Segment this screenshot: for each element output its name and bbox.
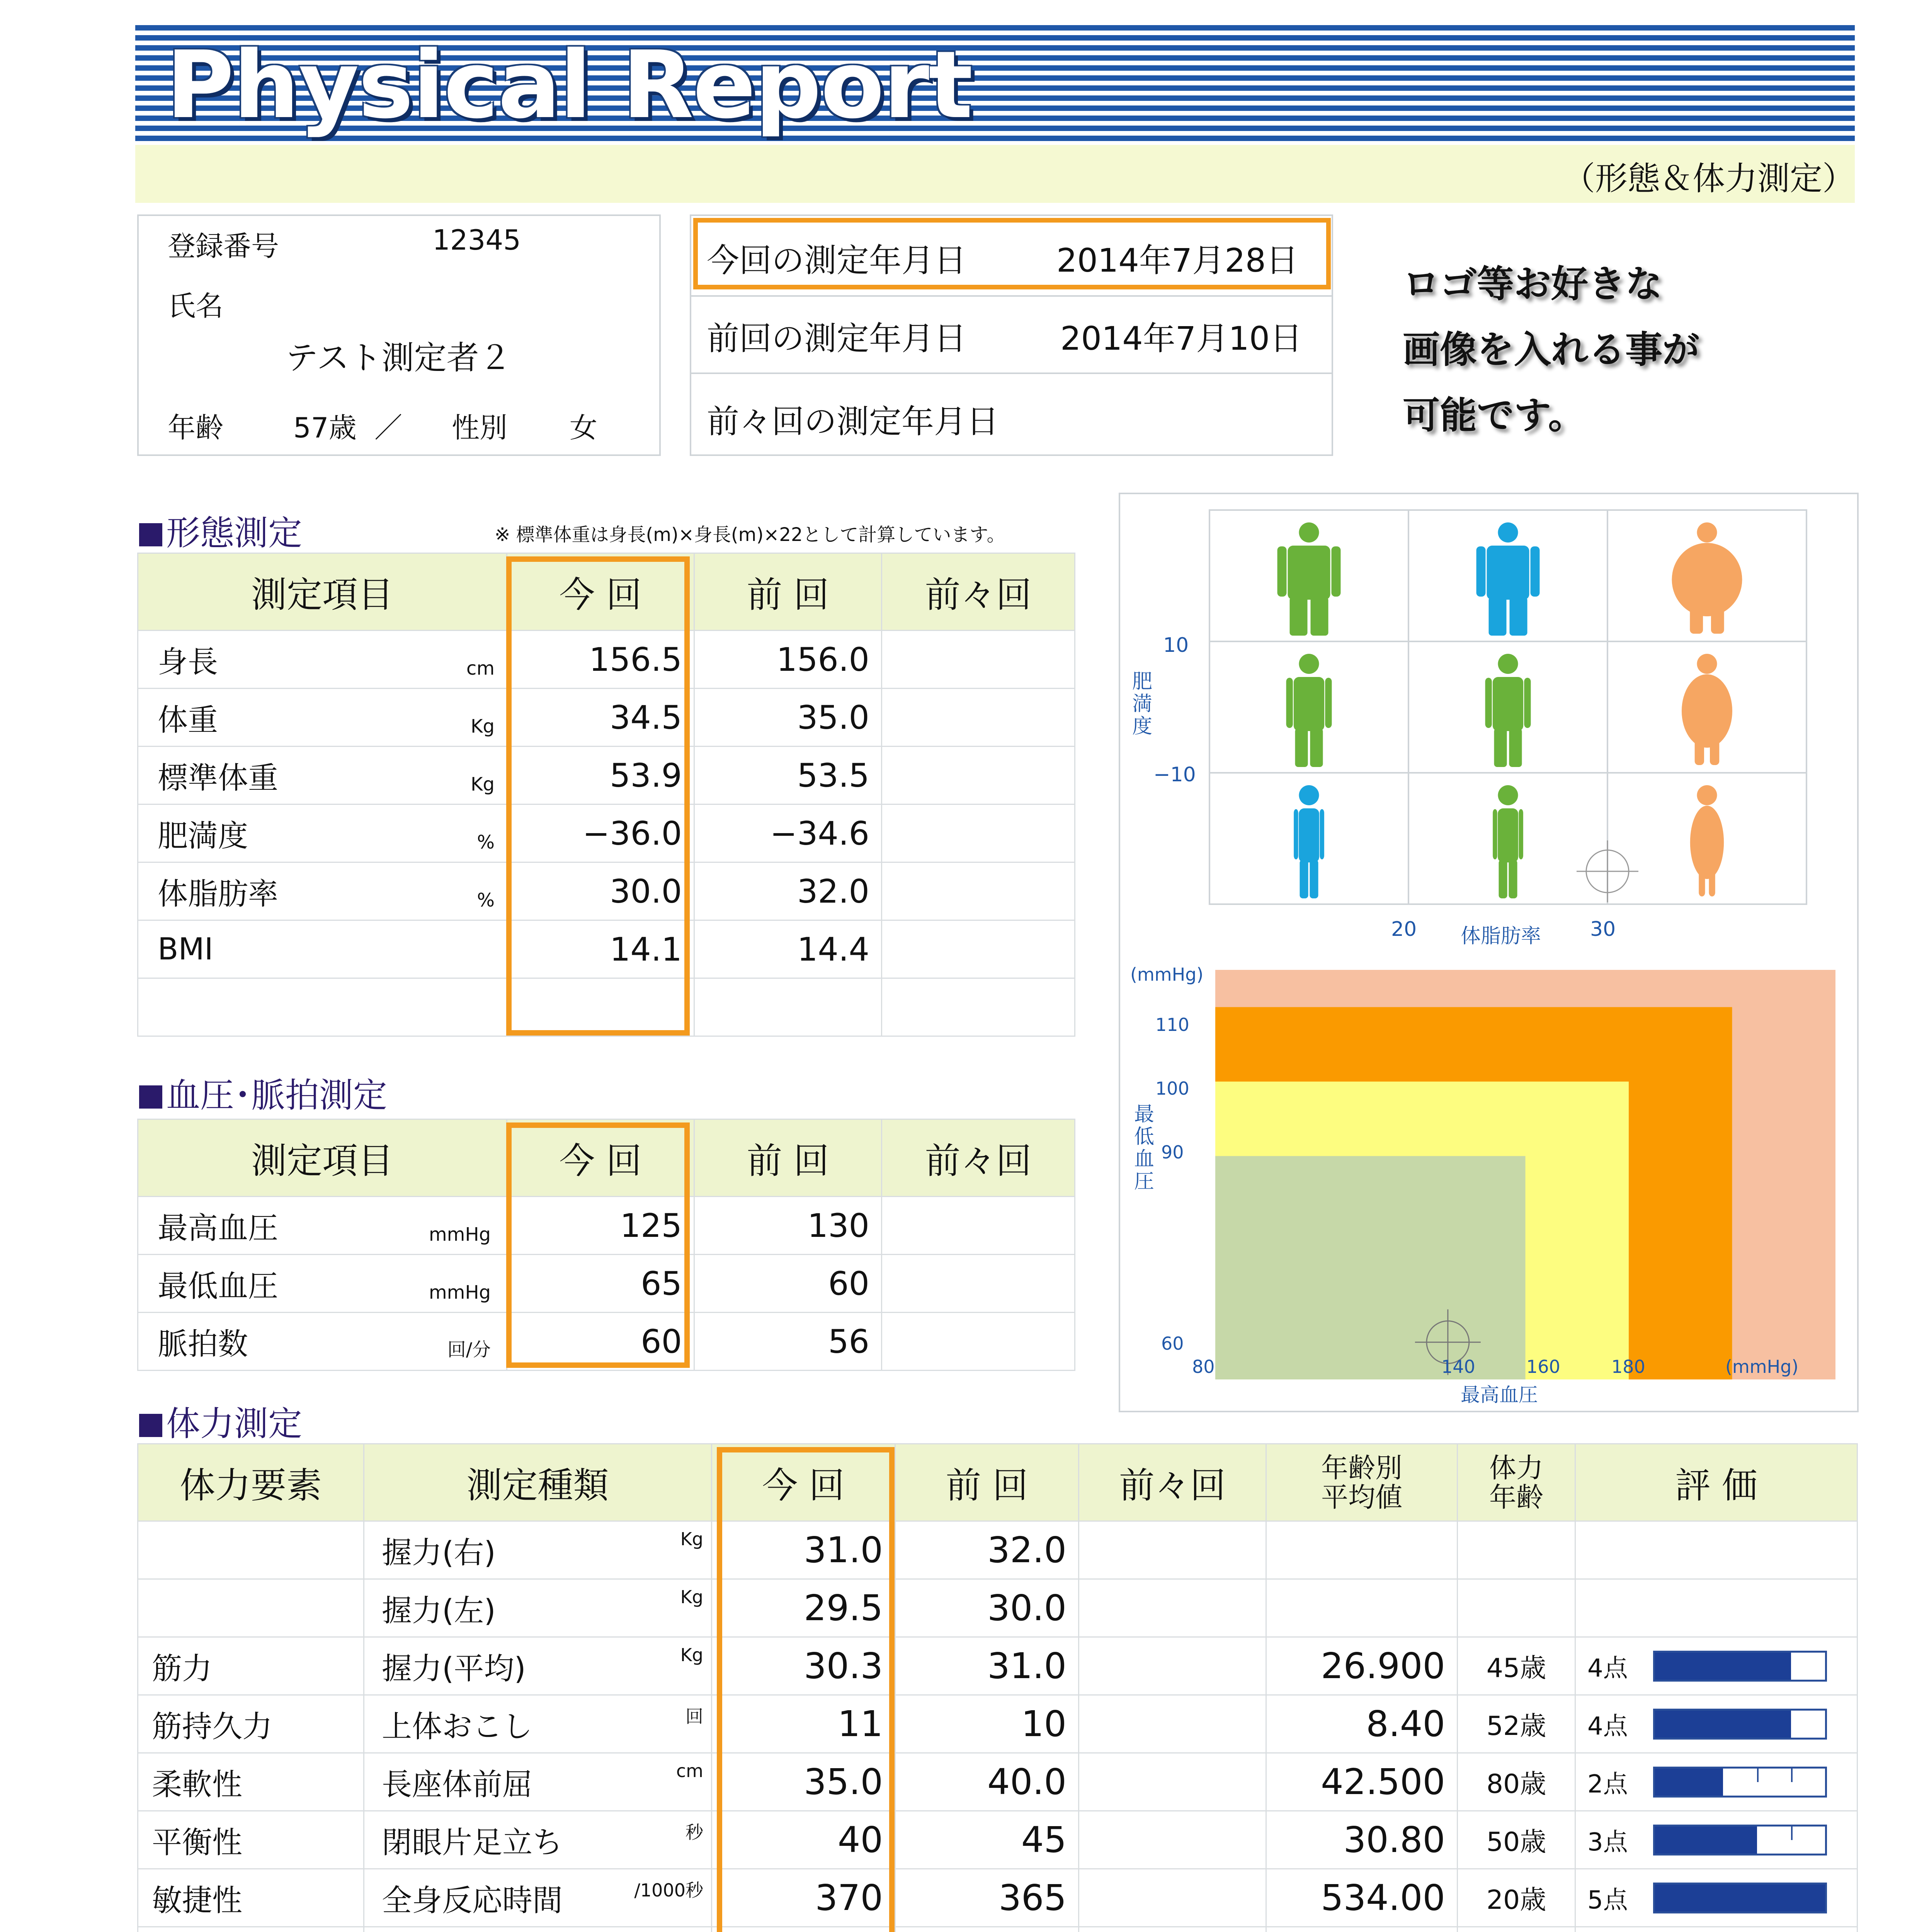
figure-body xyxy=(1299,808,1319,862)
figure-arm xyxy=(1325,678,1332,728)
row-unit: Kg xyxy=(471,716,495,737)
row-test xyxy=(364,1811,712,1869)
body-type-grid xyxy=(1209,510,1806,904)
row-score xyxy=(1575,1811,1857,1869)
row-current: 30.3 xyxy=(712,1637,895,1695)
row-fitness-age xyxy=(1458,1927,1575,1932)
logo-line: ロゴ等お好きな xyxy=(1403,262,1662,306)
dates-box xyxy=(690,214,1333,456)
body-ytick-top: 10 xyxy=(1163,634,1189,657)
current-column-highlight xyxy=(506,1122,690,1368)
row-unit: 回 xyxy=(685,1706,703,1727)
score-bar xyxy=(1653,1651,1827,1682)
row-prev2 xyxy=(882,920,1075,978)
divider xyxy=(691,372,1332,374)
row-prev: 10 xyxy=(895,1695,1079,1753)
figure-leg xyxy=(1699,862,1705,896)
figure-leg xyxy=(1695,730,1704,765)
bp-ytick: 60 xyxy=(1161,1333,1184,1354)
col-header-current: 今 回 xyxy=(507,1119,694,1197)
bp-xtick: 140 xyxy=(1441,1356,1475,1377)
row-prev2 xyxy=(1079,1579,1266,1637)
figure-body xyxy=(1498,808,1518,862)
figure-leg xyxy=(1310,728,1323,767)
divider xyxy=(691,295,1332,297)
col-header-avg-line: 年齢別 xyxy=(1321,1452,1402,1484)
row-current: 40 xyxy=(712,1811,895,1869)
personal-info-box xyxy=(137,214,661,456)
row-label xyxy=(138,689,507,747)
report-subtitle: （形態＆体力測定） xyxy=(1562,160,1855,197)
body-xtick-left: 20 xyxy=(1391,918,1417,941)
row-fitness-age xyxy=(1458,1579,1575,1637)
row-prev: 31.0 xyxy=(895,1637,1079,1695)
figure-leg xyxy=(1311,597,1328,636)
figure-body xyxy=(1487,546,1529,600)
table-row xyxy=(138,1927,1857,1932)
row-unit: % xyxy=(477,832,495,853)
row-unit: cm xyxy=(676,1760,703,1781)
row-label-text: 最低血圧 xyxy=(158,1269,279,1304)
row-test xyxy=(364,1521,712,1579)
row-current: 65 xyxy=(507,1255,694,1313)
row-prev: 40.0 xyxy=(895,1753,1079,1811)
figure-body xyxy=(1682,674,1732,748)
row-fitness-age: 20歳 xyxy=(1458,1869,1575,1927)
fitness-table xyxy=(137,1443,1858,1932)
bp-xtick: 160 xyxy=(1526,1356,1560,1377)
figure-leg xyxy=(1489,597,1507,636)
row-prev: 156.0 xyxy=(694,631,882,689)
row-label-text: 体脂肪率 xyxy=(158,876,279,912)
row-test-text: 長座体前屈 xyxy=(382,1767,533,1802)
slash: ／ xyxy=(374,412,403,444)
row-label-text: 肥満度 xyxy=(158,818,248,854)
col-header-current: 今 回 xyxy=(507,553,694,631)
col-header-item: 測定項目 xyxy=(138,553,507,631)
row-label xyxy=(138,747,507,804)
bp-zones xyxy=(1215,970,1835,1379)
figure-leg xyxy=(1510,597,1527,636)
score-bar-tick xyxy=(1791,1827,1793,1840)
score-bar-tick xyxy=(1791,1769,1793,1782)
row-current: −36.0 xyxy=(507,804,694,862)
row-current: 30.0 xyxy=(507,862,694,920)
col-header-score: 評 価 xyxy=(1575,1444,1857,1521)
row-prev2 xyxy=(882,1197,1075,1255)
row-prev: 32.0 xyxy=(895,1521,1079,1579)
col-header-prev2: 前々回 xyxy=(1079,1444,1266,1521)
row-unit: Kg xyxy=(471,774,495,795)
figure-leg xyxy=(1290,597,1308,636)
score-text: 4点 xyxy=(1587,1654,1628,1683)
row-label-text: 身長 xyxy=(158,645,218,680)
row-avg xyxy=(1266,1927,1458,1932)
row-element: 筋持久力 xyxy=(138,1695,364,1753)
row-prev: 30.0 xyxy=(895,1579,1079,1637)
row-prev2 xyxy=(882,1255,1075,1313)
col-header-prev2: 前々回 xyxy=(882,1119,1075,1197)
figure-arm xyxy=(1277,546,1287,597)
row-label xyxy=(138,1255,507,1313)
row-element xyxy=(138,1521,364,1579)
row-element: 筋力 xyxy=(138,1637,364,1695)
row-unit: 回/分 xyxy=(447,1339,491,1361)
row-label xyxy=(138,1197,507,1255)
row-fitness-age: 50歳 xyxy=(1458,1811,1575,1869)
fitness-section-label: 体力測定 xyxy=(166,1404,303,1444)
figure-body xyxy=(1288,546,1330,600)
row-current: 60 xyxy=(507,1313,694,1371)
figure-leg xyxy=(1509,860,1517,898)
row-prev: 53.5 xyxy=(694,747,882,804)
row-test xyxy=(364,1637,712,1695)
figure-leg xyxy=(1509,728,1522,767)
figure-head xyxy=(1299,654,1319,674)
section-marker xyxy=(139,1414,162,1437)
row-prev2 xyxy=(1079,1695,1266,1753)
row-test-text: 閉眼片足立ち xyxy=(382,1825,563,1860)
row-prev: 45 xyxy=(895,1811,1079,1869)
row-current: 31.0 xyxy=(712,1521,895,1579)
row-prev2 xyxy=(882,689,1075,747)
row-unit: mmHg xyxy=(429,1224,491,1245)
col-header-avg-line: 平均値 xyxy=(1321,1481,1402,1513)
row-current: 35.0 xyxy=(712,1753,895,1811)
row-score xyxy=(1575,1753,1857,1811)
row-current: 125 xyxy=(507,1197,694,1255)
table-row xyxy=(138,1637,1857,1695)
table-row xyxy=(138,1579,1857,1637)
bp-ytick: 100 xyxy=(1155,1078,1189,1099)
figure-leg xyxy=(1310,860,1318,898)
row-unit: mmHg xyxy=(429,1282,491,1303)
age-value: 57歳 xyxy=(293,412,357,444)
row-test xyxy=(364,1695,712,1753)
body-xtick-right: 30 xyxy=(1590,918,1616,941)
current-column-highlight xyxy=(717,1447,895,1932)
score-bar-fill xyxy=(1655,1827,1757,1854)
row-fitness-age: 45歳 xyxy=(1458,1637,1575,1695)
row-prev xyxy=(895,1927,1079,1932)
figure-body xyxy=(1294,677,1324,731)
figure-leg xyxy=(1499,860,1507,898)
row-prev: 60 xyxy=(694,1255,882,1313)
score-bar-fill xyxy=(1655,1711,1791,1738)
report-title: Physical Report xyxy=(166,31,972,139)
score-bar-fill xyxy=(1655,1884,1825,1912)
bp-ytick: 110 xyxy=(1155,1014,1189,1035)
bp-xlabel: 最高血圧 xyxy=(1461,1384,1538,1406)
row-unit: cm xyxy=(466,658,495,679)
row-label xyxy=(138,1313,507,1371)
row-fitness-age: 52歳 xyxy=(1458,1695,1575,1753)
col-header-prev: 前 回 xyxy=(895,1444,1079,1521)
row-prev2 xyxy=(1079,1637,1266,1695)
name-label: 氏名 xyxy=(168,290,224,322)
body-type-chart xyxy=(1121,495,1857,951)
name-value: テスト測定者２ xyxy=(286,339,512,377)
row-score xyxy=(1575,1869,1857,1927)
row-test xyxy=(364,1869,712,1927)
table-row xyxy=(138,1869,1857,1927)
row-label-text: 最高血圧 xyxy=(158,1211,279,1246)
reg-label: 登録番号 xyxy=(168,230,279,262)
row-current: 29.5 xyxy=(712,1579,895,1637)
body-ylabel: 肥満度 xyxy=(1132,670,1153,738)
row-score xyxy=(1575,1927,1857,1932)
figure-arm xyxy=(1493,809,1497,859)
figure-arm xyxy=(1286,678,1293,728)
table-row xyxy=(138,1521,1857,1579)
row-current: 156.5 xyxy=(507,631,694,689)
bp-section-label: 血圧･脈拍測定 xyxy=(166,1075,388,1115)
bp-xtick: 80 xyxy=(1192,1356,1215,1377)
row-unit: /1000秒 xyxy=(634,1880,703,1901)
section-marker xyxy=(139,1085,162,1109)
col-header-age xyxy=(1458,1444,1575,1521)
table-row xyxy=(138,1753,1857,1811)
score-bar xyxy=(1653,1709,1827,1740)
row-fitness-age: 80歳 xyxy=(1458,1753,1575,1811)
row-prev2 xyxy=(882,804,1075,862)
figure-arm xyxy=(1320,809,1324,859)
logo-line: 画像を入れる事が xyxy=(1403,328,1699,371)
figure-leg xyxy=(1300,860,1308,898)
col-header-prev2: 前々回 xyxy=(882,553,1075,631)
row-current: 14.1 xyxy=(507,920,694,978)
figure-leg xyxy=(1711,599,1724,634)
row-prev: 365 xyxy=(895,1869,1079,1927)
row-element: 柔軟性 xyxy=(138,1753,364,1811)
row-score xyxy=(1575,1637,1857,1695)
bp-xtick: 180 xyxy=(1611,1356,1645,1377)
table-row xyxy=(138,1695,1857,1753)
row-label xyxy=(138,631,507,689)
body-section-label: 形態測定 xyxy=(166,513,303,553)
row-label xyxy=(138,804,507,862)
row-unit: Kg xyxy=(680,1645,703,1665)
row-prev2 xyxy=(1079,1753,1266,1811)
row-prev2 xyxy=(1079,1811,1266,1869)
logo-placeholder-text xyxy=(1403,251,1699,448)
row-prev: 56 xyxy=(694,1313,882,1371)
row-prev: 130 xyxy=(694,1197,882,1255)
current-date-label: 今回の測定年月日 xyxy=(707,242,967,279)
col-header-prev: 前 回 xyxy=(694,553,882,631)
figure-head xyxy=(1299,522,1319,543)
bp-ylabel: 最低血圧 xyxy=(1134,1103,1155,1193)
score-text: 2点 xyxy=(1587,1770,1628,1799)
section-marker xyxy=(139,523,162,546)
row-test xyxy=(364,1927,712,1932)
row-test xyxy=(364,1579,712,1637)
row-avg: 42.500 xyxy=(1266,1753,1458,1811)
bp-unit-label: (mmHg) xyxy=(1130,964,1204,985)
row-test-text: 上体おこし xyxy=(382,1709,533,1744)
col-header-avg xyxy=(1266,1444,1458,1521)
row-unit: Kg xyxy=(680,1529,703,1549)
row-prev2 xyxy=(882,1313,1075,1371)
figure-arm xyxy=(1476,546,1486,597)
bp-xunit: (mmHg) xyxy=(1725,1356,1799,1377)
score-text: 4点 xyxy=(1587,1712,1628,1741)
score-bar-fill xyxy=(1655,1769,1723,1796)
row-test-text: 握力(左) xyxy=(382,1593,496,1628)
row-label-text: 標準体重 xyxy=(158,760,279,796)
prev2-date-label: 前々回の測定年月日 xyxy=(707,403,999,440)
current-column-highlight xyxy=(506,556,690,1036)
row-prev: −34.6 xyxy=(694,804,882,862)
col-header-test: 測定種類 xyxy=(364,1444,712,1521)
row-prev2 xyxy=(882,862,1075,920)
figure-head xyxy=(1697,785,1717,805)
row-prev: 32.0 xyxy=(694,862,882,920)
col-header-prev: 前 回 xyxy=(694,1119,882,1197)
row-prev2 xyxy=(1079,1927,1266,1932)
score-bar xyxy=(1653,1825,1827,1855)
row-prev2 xyxy=(1079,1521,1266,1579)
figure-arm xyxy=(1524,678,1531,728)
row-prev2 xyxy=(882,747,1075,804)
row-element: 平衡性 xyxy=(138,1811,364,1869)
sex-label: 性別 xyxy=(452,412,508,444)
current-date-value: 2014年7月28日 xyxy=(1056,242,1299,279)
row-avg: 30.80 xyxy=(1266,1811,1458,1869)
reg-value: 12345 xyxy=(432,224,521,256)
row-element: 敏捷性 xyxy=(138,1869,364,1927)
figure-leg xyxy=(1709,862,1715,896)
row-current: 34.5 xyxy=(507,689,694,747)
sex-value: 女 xyxy=(570,412,598,444)
figure-arm xyxy=(1519,809,1523,859)
score-bar xyxy=(1653,1883,1827,1913)
row-test-text: 握力(平均) xyxy=(382,1651,526,1686)
row-unit: 秒 xyxy=(685,1822,703,1843)
row-avg: 534.00 xyxy=(1266,1869,1458,1927)
score-bar xyxy=(1653,1767,1827,1798)
figure-head xyxy=(1498,654,1518,674)
prev-date-value: 2014年7月10日 xyxy=(1060,320,1303,357)
figure-arm xyxy=(1294,809,1298,859)
row-current: 53.9 xyxy=(507,747,694,804)
figure-body xyxy=(1493,677,1523,731)
row-label-text: 体重 xyxy=(158,702,218,738)
row-prev: 35.0 xyxy=(694,689,882,747)
col-header-age-line: 年齢 xyxy=(1489,1481,1543,1513)
figure-arm xyxy=(1332,546,1341,597)
row-test-text: 全身反応時間 xyxy=(382,1883,563,1918)
row-label xyxy=(138,920,507,978)
figure-arm xyxy=(1485,678,1492,728)
bp-chart xyxy=(1121,954,1857,1410)
figure-leg xyxy=(1690,599,1703,634)
figure-leg xyxy=(1710,730,1719,765)
score-bar-fill xyxy=(1655,1653,1791,1680)
row-unit: Kg xyxy=(680,1587,703,1607)
bp-ytick: 90 xyxy=(1161,1142,1184,1163)
figure-head xyxy=(1498,522,1518,543)
bp-section-title xyxy=(139,1068,387,1117)
col-header-element: 体力要素 xyxy=(138,1444,364,1521)
prev-date-label: 前回の測定年月日 xyxy=(707,320,967,357)
figure-head xyxy=(1498,785,1518,805)
row-prev2 xyxy=(1079,1869,1266,1927)
score-text: 5点 xyxy=(1587,1886,1628,1915)
figure-head xyxy=(1299,785,1319,805)
col-header-age-line: 体力 xyxy=(1489,1452,1543,1484)
row-prev2 xyxy=(882,631,1075,689)
fitness-section-title xyxy=(139,1397,302,1446)
row-avg: 8.40 xyxy=(1266,1695,1458,1753)
row-element xyxy=(138,1579,364,1637)
row-prev: 14.4 xyxy=(694,920,882,978)
body-section-title xyxy=(139,506,302,555)
row-avg xyxy=(1266,1521,1458,1579)
row-element xyxy=(138,1927,364,1932)
bp-zone-3 xyxy=(1215,1156,1526,1379)
row-avg xyxy=(1266,1579,1458,1637)
row-label xyxy=(138,862,507,920)
row-test-text: 握力(右) xyxy=(382,1535,496,1570)
row-score xyxy=(1575,1521,1857,1579)
score-text: 3点 xyxy=(1587,1828,1628,1857)
figure-body xyxy=(1690,806,1724,879)
row-current: 11 xyxy=(712,1695,895,1753)
body-note: ※ 標準体重は身長(m)×身長(m)×22として計算しています。 xyxy=(495,524,1005,546)
row-current: 370 xyxy=(712,1869,895,1927)
body-xlabel: 体脂肪率 xyxy=(1461,925,1541,948)
row-label-text: 脈拍数 xyxy=(158,1327,248,1362)
figure-leg xyxy=(1494,728,1507,767)
row-avg: 26.900 xyxy=(1266,1637,1458,1695)
figure-leg xyxy=(1295,728,1308,767)
figure-head xyxy=(1697,654,1717,674)
figure-head xyxy=(1697,522,1717,543)
row-fitness-age xyxy=(1458,1521,1575,1579)
table-row xyxy=(138,1811,1857,1869)
age-label: 年齢 xyxy=(168,412,224,444)
col-header-item: 測定項目 xyxy=(138,1119,507,1197)
score-bar-tick xyxy=(1757,1769,1759,1782)
figure-arm xyxy=(1531,546,1540,597)
row-unit: % xyxy=(477,889,495,911)
row-test xyxy=(364,1753,712,1811)
col-header-current: 今 回 xyxy=(712,1444,895,1521)
figure-body xyxy=(1672,543,1742,616)
logo-line: 可能です。 xyxy=(1403,394,1585,437)
row-score xyxy=(1575,1579,1857,1637)
body-ytick-bottom: −10 xyxy=(1153,763,1196,786)
row-score xyxy=(1575,1695,1857,1753)
row-label-text: BMI xyxy=(158,932,213,967)
